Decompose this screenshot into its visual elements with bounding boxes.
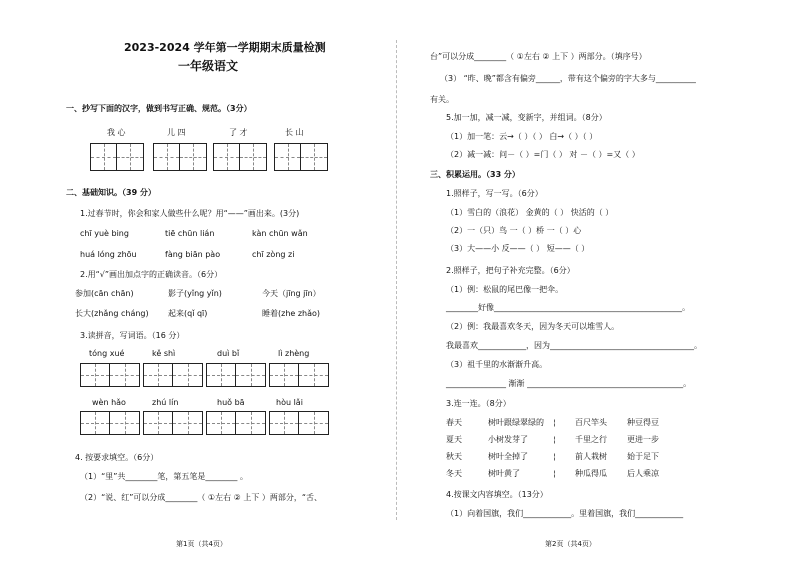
word-grid[interactable] [206,363,266,387]
match-cell[interactable]: 秋天 [446,452,462,461]
reading-choice[interactable]: 参加(cān chān) [75,289,134,298]
question-5-2[interactable]: （2）减一减：问－（ ）=门（ ） 对 －（ ）=又（ ） [446,150,640,159]
question-4-2-cont[interactable]: 台”可以分成________（ ①左右 ② 上下 ）两部分。（填序号） [430,52,647,61]
question-7: 2.照样子，把句子补充完整。（6分） [446,266,575,275]
question-7-1-answer[interactable]: ________好像_______________________________________________。 [446,303,690,312]
reading-choice[interactable]: 起来(qǐ qī) [168,309,208,318]
match-cell[interactable]: 始于足下 [627,452,659,461]
question-9: 4.按课文内容填空。（13分） [446,490,548,499]
exam-subtitle: 一年级语文 [178,59,239,73]
section-2-heading: 二、基础知识。（39 分） [66,188,156,197]
copy-chars-3: 了 才 [229,128,248,137]
question-3: 3.读拼音，写词语。（16 分） [80,331,185,340]
pinyin-item[interactable]: huá lóng zhōu [80,250,137,259]
exam-title: 2023-2024 学年第一学期期末质量检测 [124,41,326,54]
pinyin-label: huǒ bā [217,398,245,407]
page-footer-1: 第1页（共4页） [176,540,227,548]
section-1-heading: 一、抄写下面的汉字，做到书写正确、规范。（3分） [66,104,252,113]
writing-grid[interactable] [274,143,328,171]
question-7-2-answer[interactable]: 我最喜欢____________，因为____________________________________。 [446,341,702,350]
question-9-1[interactable]: （1）向着国旗，我们____________。里着国旗，我们____________ [446,509,684,518]
match-separator: ¦ [553,469,556,478]
pinyin-item[interactable]: chī zòng zi [252,250,295,259]
reading-choice[interactable]: 长大(zhǎng cháng) [75,309,149,318]
question-7-3-answer[interactable]: _______________ 渐渐 _______________________________________。 [446,379,692,388]
question-1: 1.过春节时，你会和家人做些什么呢？用“——”画出来。(3分) [80,209,300,218]
word-grid[interactable] [80,411,140,435]
word-grid[interactable] [143,363,203,387]
match-cell[interactable]: 种豆得豆 [627,418,659,427]
match-cell[interactable]: 小树发芽了 [488,435,528,444]
page-divider [396,40,397,520]
match-cell[interactable]: 春天 [446,418,462,427]
match-separator: ¦ [553,418,556,427]
page-footer-2: 第2页（共4页） [545,540,596,548]
match-cell[interactable]: 千里之行 [575,435,607,444]
match-separator: ¦ [553,435,556,444]
question-6: 1.照样子，写一写。（6分） [446,189,543,198]
match-cell[interactable]: 树叶全掉了 [488,452,528,461]
pinyin-label: wèn hǎo [92,398,126,407]
question-7-1: （1）例：松鼠的尾巴像一把伞。 [446,285,564,294]
question-4: 4. 按要求填空。（6分） [75,453,159,462]
reading-choice[interactable]: 影子(yǐng yǐn) [168,289,222,298]
question-6-1[interactable]: （1）雪白的（浪花） 金黄的（ ） 快活的（ ） [446,208,614,217]
question-6-3[interactable]: （3）大——小 反——（ ） 短——（ ） [446,244,590,253]
question-4-3-cont: 有关。 [430,95,454,104]
match-cell[interactable]: 后人乘凉 [627,469,659,478]
copy-chars-1: 我 心 [107,128,126,137]
word-grid[interactable] [143,411,203,435]
copy-chars-4: 长 山 [285,128,304,137]
question-6-2[interactable]: （2）一（只）鸟 一（ ）桥 一（ ）心 [446,226,582,235]
section-3-heading: 三、积累运用。（33 分） [430,170,520,179]
question-7-2: （2）例：我最喜欢冬天，因为冬天可以堆雪人。 [446,322,620,331]
reading-choice[interactable]: 今天（jīng jīn） [262,289,321,298]
pinyin-item[interactable]: fàng biān pào [165,250,221,259]
match-separator: ¦ [553,452,556,461]
copy-chars-2: 儿 四 [167,128,186,137]
word-grid[interactable] [269,363,329,387]
pinyin-label: tóng xué [89,349,125,358]
pinyin-item[interactable]: kàn chūn wǎn [252,229,308,238]
match-cell[interactable]: 树叶跟绿翠绿的 [488,418,544,427]
word-grid[interactable] [269,411,329,435]
word-grid[interactable] [206,411,266,435]
match-cell[interactable]: 种瓜得瓜 [575,469,607,478]
pinyin-item[interactable]: chī yuè bing [80,229,129,238]
question-4-3[interactable]: （3） “昨、晚”都含有偏旁______，带有这个偏旁的字大多与__________ [440,74,696,83]
pinyin-item[interactable]: tiē chūn lián [165,229,215,238]
match-cell[interactable]: 夏天 [446,435,462,444]
writing-grid[interactable] [90,143,144,171]
question-2: 2.用“√”画出加点字的正确读音。（6分） [80,270,223,279]
question-7-3: （3）祖千里的水渐渐升高。 [446,360,548,369]
match-cell[interactable]: 树叶黄了 [488,469,520,478]
pinyin-label: hòu lǎi [276,398,303,407]
question-8: 3.连一连。（8分） [446,399,511,408]
pinyin-label: lì zhèng [278,349,310,358]
match-cell[interactable]: 冬天 [446,469,462,478]
match-cell[interactable]: 前人栽树 [575,452,607,461]
pinyin-label: kě shì [152,349,176,358]
question-5: 5.加一加，减一减，变新字，并组词。（8分） [446,113,607,122]
match-cell[interactable]: 百尺竿头 [575,418,607,427]
writing-grid[interactable] [153,143,207,171]
question-4-2[interactable]: （2）“说、红”可以分成________（ ①左右 ② 上下 ）两部分，“舌、 [80,493,323,502]
match-cell[interactable]: 更进一步 [627,435,659,444]
reading-choice[interactable]: 睡着(zhe zhǎo) [262,309,321,318]
question-5-1[interactable]: （1）加一笔：云→（ ）（ ） 白→（ ）（ ） [446,132,598,141]
writing-grid[interactable] [213,143,267,171]
pinyin-label: zhú lín [152,398,179,407]
question-4-1[interactable]: （1）“里”共________笔，第五笔是________ 。 [80,472,248,481]
pinyin-label: duì bǐ [217,349,240,358]
word-grid[interactable] [80,363,140,387]
